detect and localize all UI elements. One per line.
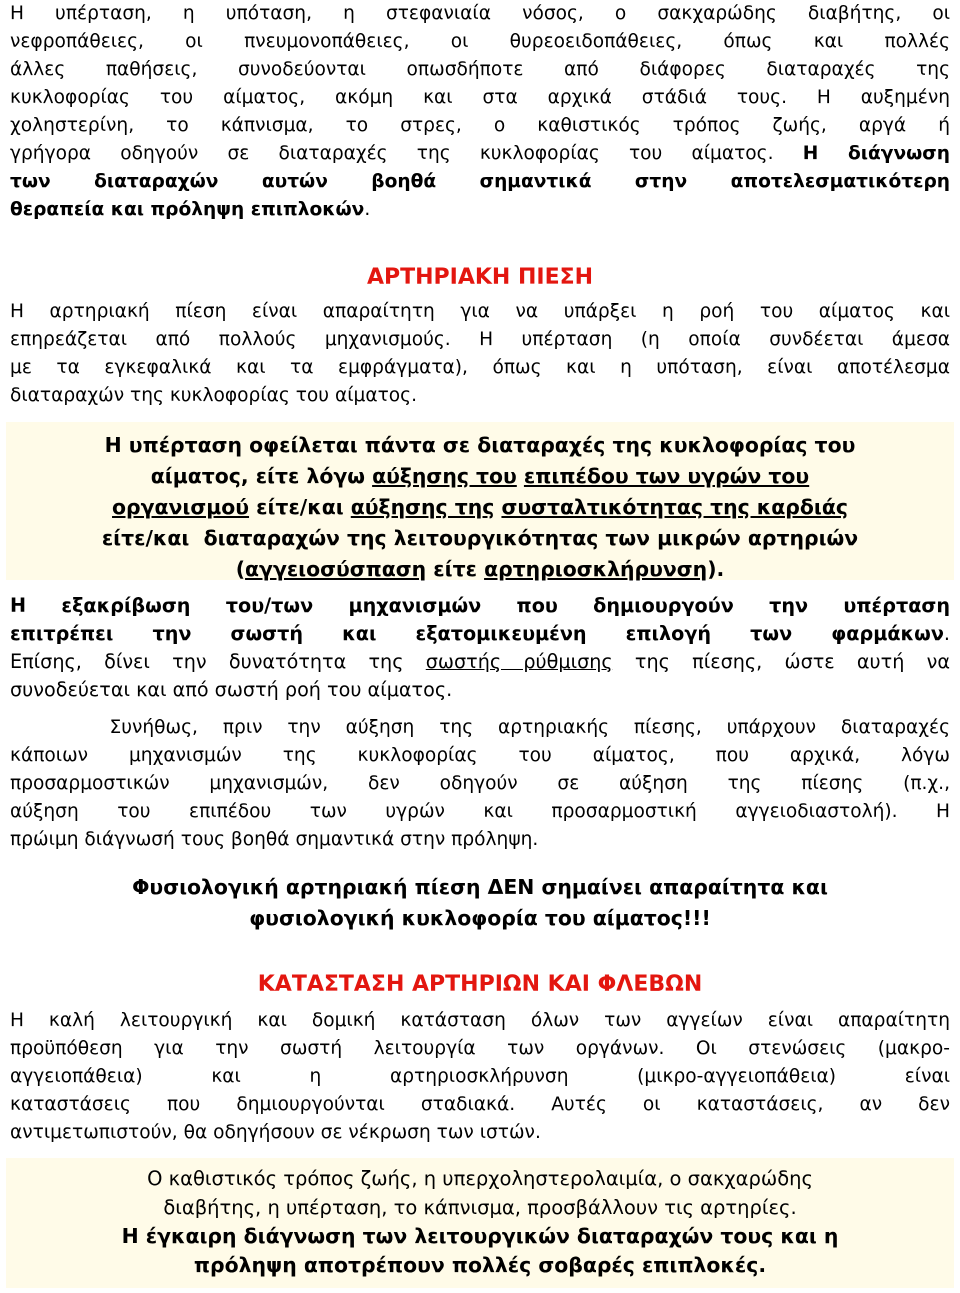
box-line: Η υπέρταση οφείλεται πάντα σε διαταραχές της κυκλοφορίας του (104, 433, 856, 457)
underlined-term: οργανισμού (112, 495, 250, 519)
paragraph-line: προϋπόθεση για την σωστή λειτουργία των οργάνων. Οι στενώσεις (μακρο- (10, 1038, 950, 1059)
paragraph-emphasis-line: Η εξακρίβωση του/των μηχανισμών που δημιουργούν την υπέρταση (10, 594, 950, 617)
paragraph-line: Η καλή λειτουργική και δομική κατάσταση όλων των αγγείων είναι απαραίτητη (10, 1010, 950, 1031)
paragraph-line: αγγειοπάθεια) και η αρτηριοσκλήρυνση (μικρο-αγγειοπάθεια) είναι (10, 1066, 950, 1087)
underlined-term: επιπέδου των υγρών του (523, 464, 810, 488)
box-text (517, 464, 524, 488)
box-line: είτε/και διαταραχών της λειτουργικότητας των μικρών αρτηριών (101, 526, 859, 550)
underlined-term: σωστής ρύθμισης (425, 650, 613, 673)
paragraph-text: . (943, 622, 950, 645)
intro-line: κυκλοφορίας του αίματος, ακόμη και στα αρχικά στάδιά τους. Η αυξημένη (10, 87, 950, 108)
underlined-term: αύξησης του (372, 464, 517, 488)
box-line: Η έγκαιρη διάγνωση των λειτουργικών διαταραχών τους και η (121, 1224, 839, 1248)
risk-factors-highlight-box (6, 1158, 954, 1288)
section-heading-blood-pressure: ΑΡΤΗΡΙΑΚΗ ΠΙΕΣΗ (366, 265, 594, 290)
underlined-term: αγγειοσύσπαση (245, 557, 427, 581)
paragraph-line: διαταραχών της κυκλοφορίας του αίματος. (10, 385, 417, 406)
blood-pressure-paragraph (10, 298, 950, 410)
paragraph-line: προσαρμοστικών μηχανισμών, δεν οδηγούν σε αύξηση της πίεσης (π.χ., (10, 773, 950, 794)
intro-line (10, 196, 950, 224)
paragraph-line: καταστάσεις που δημιουργούνται σταδιακά. Αυτές οι καταστάσεις, αν δεν (10, 1094, 950, 1115)
intro-paragraph (10, 0, 950, 224)
paragraph-line: κάποιων μηχανισμών της κυκλοφορίας του αίματος, που αρχικά, λόγω (10, 745, 950, 766)
intro-line: χοληστερίνη, το κάπνισμα, το στρες, ο καθιστικός τρόπος ζωής, αργά ή (10, 115, 950, 136)
paragraph-line (10, 620, 950, 648)
underlined-term: αύξησης της (350, 495, 495, 519)
paragraph-line: αύξηση του επιπέδου των υγρών και προσαρμοστική αγγειοδιαστολή). Η (10, 801, 950, 822)
note-line: φυσιολογική κυκλοφορία του αίματος!!! (249, 906, 711, 930)
section-heading-arteries-veins: ΚΑΤΑΣΤΑΣΗ ΑΡΤΗΡΙΩΝ ΚΑΙ ΦΛΕΒΩΝ (257, 972, 703, 997)
vessels-paragraph (10, 1007, 950, 1147)
paragraph-emphasis: επιτρέπει την σωστή και εξατομικευμένη επιλογή των φαρμάκων (10, 622, 944, 645)
underlined-term: συσταλτικότητας της καρδιάς (501, 495, 848, 519)
intro-line: νεφροπάθειες, οι πνευμονοπάθειες, οι θυρεοειδοπάθειες, όπως και πολλές (10, 31, 950, 52)
box-line (20, 554, 940, 585)
paragraph-line: αντιμετωπιστούν, θα οδηγήσουν σε νέκρωση των ιστών. (10, 1122, 541, 1143)
early-diagnosis-paragraph (10, 714, 950, 854)
mechanism-paragraph (10, 592, 950, 704)
box-text: είτε (426, 557, 485, 581)
box-line: διαβήτης, η υπέρταση, το κάπνισμα, προσβάλλουν τις αρτηρίες. (163, 1196, 797, 1219)
intro-line: Η υπέρταση, η υπόταση, η στεφανιαία νόσος, ο σακχαρώδης διαβήτης, οι (10, 3, 950, 24)
box-line: Ο καθιστικός τρόπος ζωής, η υπερχοληστερολαιμία, ο σακχαρώδης (147, 1167, 813, 1190)
paragraph-text: Επίσης, δίνει την δυνατότητα της (10, 650, 426, 673)
note-line: Φυσιολογική αρτηριακή πίεση ΔΕΝ σημαίνει απαραίτητα και (132, 875, 828, 899)
box-text: είτε/και (249, 495, 351, 519)
paragraph-line: πρώιμη διάγνωσή τους βοηθά σημαντικά στην πρόληψη. (10, 829, 539, 850)
paragraph-text: της πίεσης, ώστε αυτή να (612, 650, 950, 673)
paragraph-line: με τα εγκεφαλικά και τα εμφράγματα), όπως και η υπόταση, είναι αποτέλεσμα (10, 357, 950, 378)
box-line: πρόληψη αποτρέπουν πολλές σοβαρές επιπλοκές. (193, 1253, 767, 1277)
intro-line: άλλες παθήσεις, συνοδεύονται οπωσδήποτε από διάφορες διαταραχές της (10, 59, 950, 80)
box-text: ( (235, 557, 246, 581)
intro-emphasis: θεραπεία και πρόληψη επιπλοκών (10, 199, 365, 220)
paragraph-line: Συνήθως, πριν την αύξηση της αρτηριακής πίεσης, υπάρχουν διαταραχές (10, 717, 950, 738)
box-line (20, 461, 940, 492)
paragraph-line: επηρεάζεται από πολλούς μηχανισμούς. Η υπέρταση (η οποία συνδέεται άμεσα (10, 329, 950, 350)
normal-pressure-note (10, 872, 950, 934)
paragraph-line: συνοδεύεται και από σωστή ροή του αίματος. (10, 678, 453, 701)
intro-emphasis-line: των διαταραχών αυτών βοηθά σημαντικά στην αποτελεσματικότερη (10, 171, 950, 192)
box-text: αίματος, είτε λόγω (150, 464, 373, 488)
intro-text: . (364, 199, 371, 220)
intro-line (10, 140, 950, 168)
hypertension-highlight-box (6, 422, 954, 580)
paragraph-line (10, 648, 950, 676)
box-text: ). (707, 557, 725, 581)
box-line (20, 492, 940, 523)
intro-emphasis: Η διάγνωση (802, 143, 950, 164)
underlined-term: αρτηριοσκλήρυνση (484, 557, 708, 581)
intro-text: γρήγορα οδηγούν σε διαταραχές της κυκλοφορίας του αίματος. (10, 143, 774, 164)
paragraph-line: Η αρτηριακή πίεση είναι απαραίτητη για να υπάρξει η ροή του αίματος και (10, 301, 950, 322)
